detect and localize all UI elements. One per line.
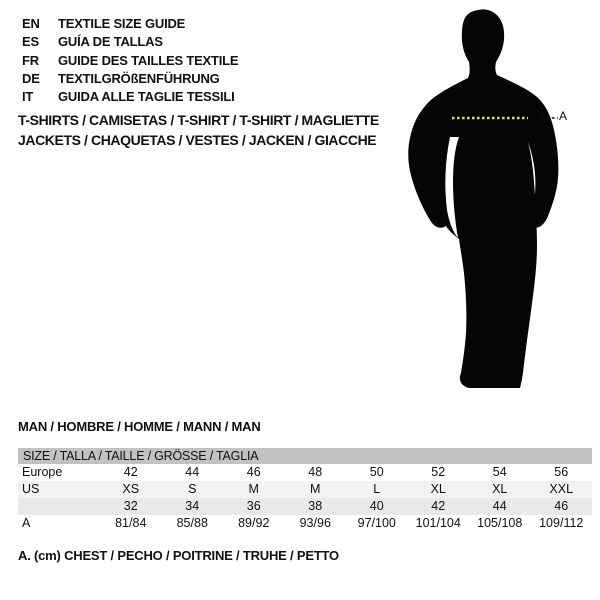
- size-cell: L: [373, 482, 381, 496]
- size-cell: XS: [122, 482, 140, 496]
- size-table-header: SIZE / TALLA / TAILLE / GRÖSSE / TAGLIA: [18, 448, 592, 464]
- size-cell: M: [310, 482, 321, 496]
- row-label: A: [22, 516, 31, 530]
- language-title: GUIDE DES TAILLES TEXTILE: [58, 52, 239, 68]
- language-code: DE: [22, 70, 40, 86]
- language-list: [22, 15, 238, 106]
- category-line-jackets: JACKETS / CHAQUETAS / VESTES / JACKEN / GIACCHE: [18, 132, 377, 148]
- size-cell: 97/100: [357, 516, 396, 530]
- language-row: [22, 52, 238, 70]
- language-title: TEXTILGRÖßENFÜHRUNG: [58, 70, 220, 86]
- size-cell: 36: [246, 499, 261, 513]
- language-code: FR: [22, 52, 39, 68]
- language-row: [22, 33, 238, 51]
- language-row: [22, 15, 238, 33]
- size-cell: 81/84: [115, 516, 147, 530]
- size-cell: 52: [431, 465, 446, 479]
- category-line-tshirts: T-SHIRTS / CAMISETAS / T-SHIRT / T-SHIRT / MAGLIETTE: [18, 112, 379, 128]
- category-list: [18, 110, 379, 150]
- table-row-chest: [18, 515, 592, 532]
- row-label: Europe: [22, 465, 63, 479]
- language-code: ES: [22, 34, 39, 50]
- size-cell: 40: [369, 499, 384, 513]
- size-cell: 48: [308, 465, 323, 479]
- size-cell: 56: [554, 465, 569, 479]
- size-cell: 101/104: [415, 516, 461, 530]
- size-cell: XL: [492, 482, 508, 496]
- size-cell: XL: [430, 482, 446, 496]
- language-row: [22, 88, 238, 106]
- size-cell: 46: [246, 465, 261, 479]
- size-cell: 44: [492, 499, 507, 513]
- table-row-europe: [18, 464, 592, 481]
- table-row-us: [18, 481, 592, 498]
- size-cell: 46: [554, 499, 569, 513]
- size-cell: 32: [123, 499, 138, 513]
- language-code: EN: [22, 16, 40, 31]
- size-table: [18, 448, 592, 532]
- size-cell: 34: [185, 499, 200, 513]
- size-cell: 42: [431, 499, 446, 513]
- size-cell: 38: [308, 499, 323, 513]
- row-label: US: [22, 482, 40, 496]
- man-silhouette-figure: [400, 5, 570, 390]
- size-cell: 93/96: [299, 516, 331, 530]
- size-cell: M: [248, 482, 259, 496]
- size-cell: XXL: [549, 482, 574, 496]
- table-row-numeric: [18, 498, 592, 515]
- size-cell: 54: [492, 465, 507, 479]
- size-cell: 44: [185, 465, 200, 479]
- size-cell: 109/112: [539, 516, 584, 530]
- measure-label-a: A: [559, 109, 568, 123]
- language-title: TEXTILE SIZE GUIDE: [58, 16, 186, 31]
- size-cell: 50: [369, 465, 384, 479]
- man-silhouette: [408, 9, 558, 388]
- size-cell: 105/108: [477, 516, 523, 530]
- language-title: GUIDA ALLE TAGLIE TESSILI: [58, 89, 235, 105]
- language-row: [22, 70, 238, 88]
- size-cell: 42: [123, 465, 138, 479]
- section-title: MAN / HOMBRE / HOMME / MANN / MAN: [18, 419, 261, 434]
- size-cell: 85/88: [176, 516, 208, 530]
- language-code: IT: [22, 89, 34, 105]
- language-title: GUÍA DE TALLAS: [58, 34, 163, 50]
- size-cell: 89/92: [238, 516, 270, 530]
- size-cell: S: [188, 482, 197, 496]
- measurement-footnote: A. (cm) CHEST / PECHO / POITRINE / TRUHE / PETTO: [18, 548, 339, 563]
- row-label: [18, 498, 100, 515]
